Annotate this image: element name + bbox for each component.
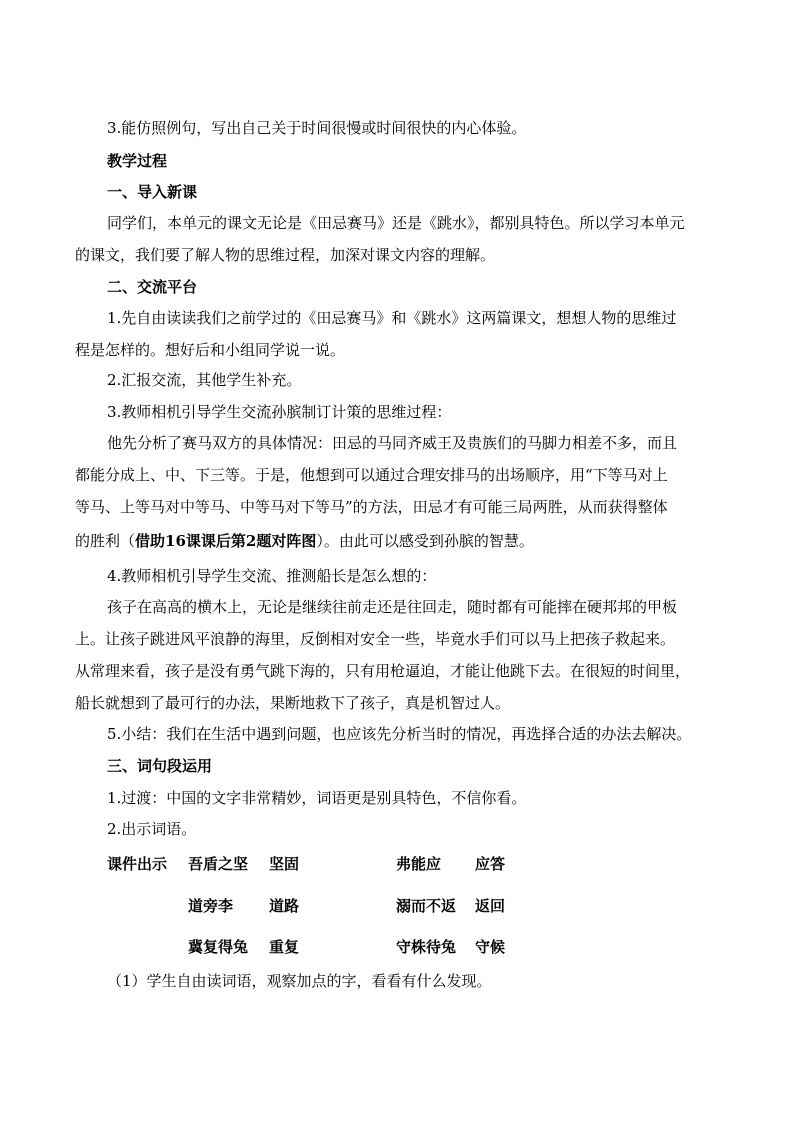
- paragraph-line: 1.过渡：中国的文字非常精妙，词语更是别具特色，不信你看。: [107, 789, 527, 807]
- word-cell: 道旁李: [188, 897, 234, 915]
- courseware-label: 课件出示: [107, 855, 168, 873]
- paragraph-line: 等马、上等马对中等马、中等马对下等马”的方法，田忌才有可能三局两胜，从而获得整体: [75, 498, 668, 516]
- heading-teaching-process: 教学过程: [107, 152, 168, 170]
- paragraph-line: 4.教师相机引导学生交流、推测船长是怎么想的：: [107, 567, 437, 585]
- word-cell: 坚固: [269, 855, 300, 873]
- paragraph-line: 的课文，我们要了解人物的思维过程，加深对课文内容的理解。: [75, 246, 496, 264]
- paragraph-line: 从常理来看，孩子是没有勇气跳下海的，只有用枪逼迫，才能让他跳下去。在很短的时间里，: [75, 662, 691, 680]
- paragraph-line: 上。让孩子跳进风平浪静的海里，反倒相对安全一些，毕竟水手们可以马上把孩子救起来。: [75, 630, 676, 648]
- section-heading-3: 三、词句段运用: [107, 757, 213, 775]
- word-cell: 返回: [475, 897, 506, 915]
- paragraph-line: 孩子在高高的横木上，无论是继续往前走还是往回走，随时都有可能摔在硬邦邦的甲板: [107, 598, 678, 616]
- word-cell: 守候: [475, 938, 506, 956]
- paragraph-line: 程是怎样的。想好后和小组同学说一说。: [75, 341, 346, 359]
- paragraph-line: [75, 531, 534, 551]
- word-cell: 吾盾之坚: [188, 855, 249, 873]
- word-cell: 冀复得兔: [188, 938, 249, 956]
- paragraph-line: （1）学生自由读词语，观察加点的字，看看有什么发现。: [107, 972, 492, 990]
- word-cell: 应答: [475, 855, 506, 873]
- text-segment: ）。由此可以感受到孙膑的智慧。: [316, 532, 534, 550]
- paragraph-line: 5.小结：我们在生活中遇到问题，也应该先分析当时的情况，再选择合适的办法去解决。: [107, 725, 692, 743]
- objective-3: 3.能仿照例句，写出自己关于时间很慢或时间很快的内心体验。: [107, 119, 527, 137]
- paragraph-line: 1.先自由读读我们之前学过的《田忌赛马》和《跳水》这两篇课文，想想人物的思维过: [107, 309, 677, 327]
- text-segment: 的胜利（: [75, 532, 136, 550]
- word-cell: 弗能应: [396, 855, 442, 873]
- paragraph-line: 船长就想到了最可行的办法，果断地救下了孩子，真是机智过人。: [75, 694, 511, 712]
- paragraph-line: 2.出示词语。: [107, 820, 197, 838]
- paragraph-line: 3.教师相机引导学生交流孙膑制订计策的思维过程：: [107, 403, 452, 421]
- paragraph-line: 他先分析了赛马双方的具体情况：田忌的马同齐威王及贵族们的马脚力相差不多，而且: [107, 434, 678, 452]
- bold-reference: 借助16课课后第2题对阵图: [135, 532, 317, 550]
- word-cell: 重复: [269, 938, 300, 956]
- section-heading-2: 二、交流平台: [107, 278, 198, 296]
- word-cell: 道路: [269, 897, 300, 915]
- paragraph-line: 同学们，本单元的课文无论是《田忌赛马》还是《跳水》，都别具特色。所以学习本单元: [107, 214, 685, 232]
- section-heading-1: 一、导入新课: [107, 183, 198, 201]
- word-cell: 守株待兔: [396, 938, 457, 956]
- paragraph-line: 都能分成上、中、下三等。于是，他想到可以通过合理安排马的出场顺序，用“下等马对上: [75, 466, 668, 484]
- word-cell: 溺而不返: [396, 897, 457, 915]
- paragraph-line: 2.汇报交流，其他学生补充。: [107, 371, 302, 389]
